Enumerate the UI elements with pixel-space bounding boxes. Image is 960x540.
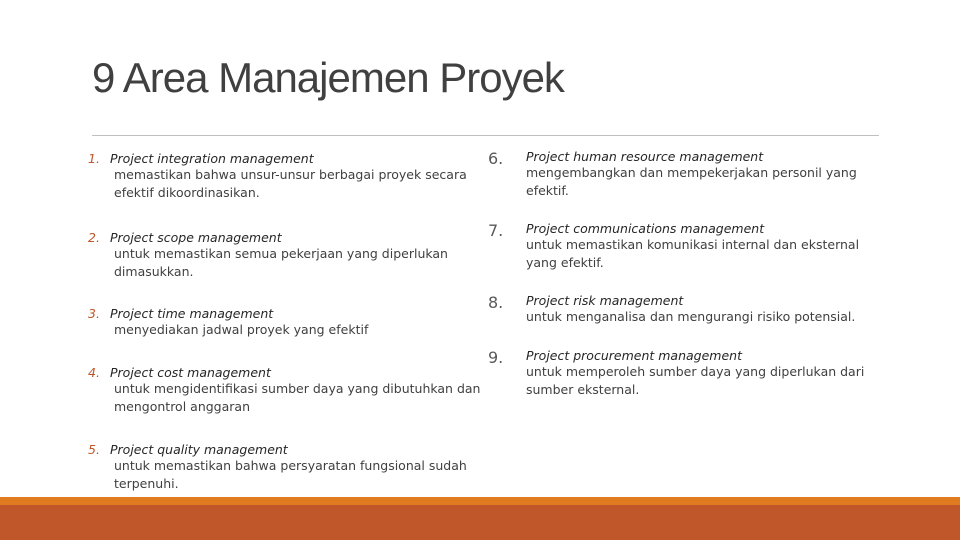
list-item-4	[88, 365, 484, 416]
item-title: Project cost management	[110, 365, 271, 380]
item-title: Project risk management	[526, 293, 684, 308]
item-description: untuk memastikan semua pekerjaan yang diperlukan dimasukkan.	[114, 246, 448, 279]
list-item-1	[88, 151, 484, 202]
list-item-2	[88, 230, 484, 281]
item-description: untuk memastikan bahwa persyaratan fungsional sudah terpenuhi.	[114, 458, 467, 491]
item-title: Project quality management	[110, 442, 288, 457]
slide-title: 9 Area Manajemen Proyek	[92, 54, 564, 101]
item-description: memastikan bahwa unsur-unsur berbagai proyek secara efektif dikoordinasikan.	[114, 167, 467, 200]
item-description: untuk mengidentifikasi sumber daya yang dibutuhkan dan mengontrol anggaran	[114, 381, 481, 414]
list-item-5	[88, 442, 484, 493]
item-description: untuk memastikan komunikasi internal dan eksternal yang efektif.	[526, 237, 860, 270]
list-item-7	[488, 221, 876, 272]
footer-bar	[0, 505, 960, 540]
item-title: Project procurement management	[526, 348, 742, 363]
list-item-8	[488, 293, 876, 326]
item-number: 2.	[88, 230, 100, 245]
list-item-3	[88, 306, 484, 339]
item-description: mengembangkan dan mempekerjakan personil yang efektif.	[526, 165, 857, 198]
item-number: 6.	[488, 149, 504, 168]
footer-accent-bar	[0, 497, 960, 505]
item-description: untuk memperoleh sumber daya yang diperlukan dari sumber eksternal.	[526, 364, 865, 397]
item-title: Project human resource management	[526, 149, 764, 164]
item-title: Project scope management	[110, 230, 282, 245]
item-description: menyediakan jadwal proyek yang efektif	[114, 322, 369, 337]
item-description: untuk menganalisa dan mengurangi risiko potensial.	[526, 309, 856, 324]
item-number: 3.	[88, 306, 100, 321]
title-divider	[92, 135, 879, 136]
item-number: 7.	[488, 221, 504, 240]
item-title: Project time management	[110, 306, 274, 321]
item-number: 1.	[88, 151, 100, 166]
item-number: 5.	[88, 442, 100, 457]
list-item-6	[488, 149, 876, 200]
item-number: 4.	[88, 365, 100, 380]
item-title: Project integration management	[110, 151, 314, 166]
list-item-9	[488, 348, 876, 399]
item-number: 9.	[488, 348, 504, 367]
item-title: Project communications management	[526, 221, 765, 236]
item-number: 8.	[488, 293, 504, 312]
